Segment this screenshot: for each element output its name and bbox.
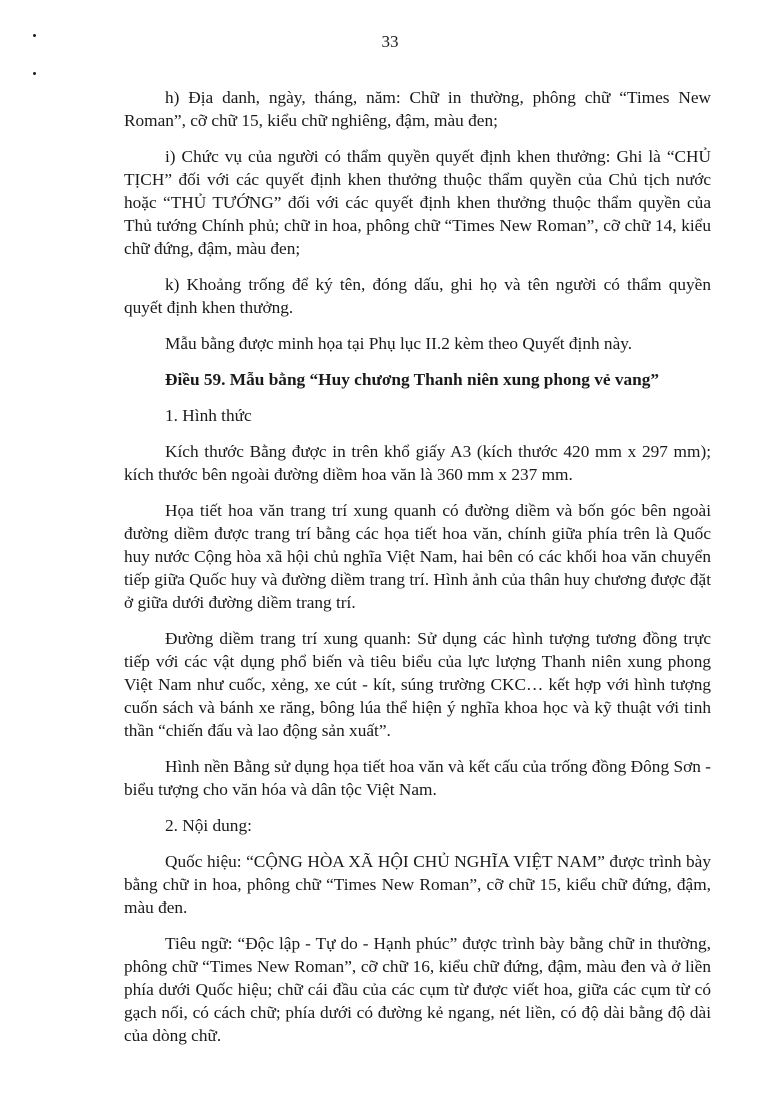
paragraph-national-title: Quốc hiệu: “CỘNG HÒA XÃ HỘI CHỦ NGHĨA VIỆT NAM” được trình bày bằng chữ in hoa, phông chữ “Times New Roman”, cỡ chữ 15, kiểu chữ đứng, đậm, màu đen.: [124, 852, 711, 917]
paragraph-size: Kích thước Bằng được in trên khổ giấy A3 (kích thước 420 mm x 297 mm); kích thước bên ngoài đường diềm hoa văn là 360 mm x 237 mm.: [124, 442, 711, 484]
paragraph-decoration: Họa tiết hoa văn trang trí xung quanh có đường diềm và bốn góc bên ngoài đường diềm được trang trí bằng các họa tiết hoa văn, chính giữa phía trên là Quốc huy nước Cộng hòa xã hội chủ nghĩa Việt Nam, hai bên có các khối hoa văn chuyển tiếp giữa Quốc huy và đường diềm trang trí. Hình ảnh của thân huy chương được đặt ở giữa dưới đường diềm trang trí.: [124, 501, 711, 612]
paragraph-k: k) Khoảng trống để ký tên, đóng dấu, ghi họ và tên người có thẩm quyền quyết định khen thưởng.: [124, 275, 711, 317]
paragraph-border: Đường diềm trang trí xung quanh: Sử dụng các hình tượng tương đồng trực tiếp với các vật dụng phổ biến và tiêu biểu của lực lượng Thanh niên xung phong Việt Nam như cuốc, xẻng, xe cút - kít, súng trường CKC… kết hợp với hình tượng cuốn sách và bánh xe răng, bông lúa thể hiện ý nghĩa khoa học và kỹ thuật với tinh thần “chiến đấu và lao động sản xuất”.: [124, 629, 711, 740]
section-content: 2. Nội dung:: [165, 816, 252, 835]
document-body: [124, 86, 711, 1060]
page-number: 33: [381, 32, 399, 51]
scan-mark: [33, 72, 36, 75]
paragraph-h: h) Địa danh, ngày, tháng, năm: Chữ in thường, phông chữ “Times New Roman”, cỡ chữ 15, kiểu chữ nghiêng, đậm, màu đen;: [124, 88, 711, 130]
article-heading: Điều 59. Mẫu bằng “Huy chương Thanh niên xung phong vẻ vang”: [165, 370, 660, 389]
section-form: 1. Hình thức: [165, 406, 252, 425]
paragraph-motto: Tiêu ngữ: “Độc lập - Tự do - Hạnh phúc” được trình bày bằng chữ in thường, phông chữ “Times New Roman”, cỡ chữ 16, kiểu chữ đứng, đậm, màu đen và ở liền phía dưới Quốc hiệu; chữ cái đầu của các cụm từ được viết hoa, giữa các cụm từ có gạch nối, có cách chữ; phía dưới có đường kẻ ngang, nét liền, có độ dài bằng độ dài của dòng chữ.: [124, 934, 711, 1045]
paragraph-background: Hình nền Bằng sử dụng họa tiết hoa văn và kết cấu của trống đồng Đông Sơn - biểu tượng cho văn hóa và dân tộc Việt Nam.: [124, 757, 711, 799]
paragraph-appendix-note: Mẫu bằng được minh họa tại Phụ lục II.2 kèm theo Quyết định này.: [165, 334, 633, 353]
paragraph-i: i) Chức vụ của người có thẩm quyền quyết định khen thưởng: Ghi là “CHỦ TỊCH” đối với các quyết định khen thưởng thuộc thẩm quyền của Chủ tịch nước hoặc “THỦ TƯỚNG” đối với các quyết định khen thưởng thuộc thẩm quyền của Thủ tướng Chính phủ; chữ in hoa, phông chữ “Times New Roman”, cỡ chữ 14, kiểu chữ đứng, đậm, màu đen;: [124, 147, 711, 258]
